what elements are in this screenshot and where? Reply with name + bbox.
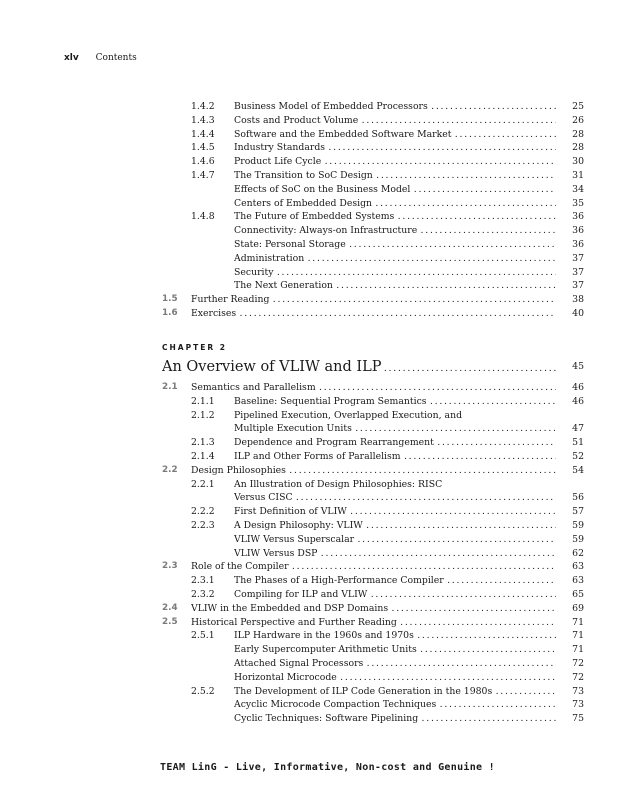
entry-title: The Next Generation . . . (234, 279, 556, 293)
entry-page: 71 (572, 644, 584, 656)
entry-title: Versus CISC . . . (234, 491, 556, 505)
entry-page: 37 (572, 266, 584, 278)
entry-page: 62 (572, 547, 584, 559)
entry-title: The Phases of a High-Performance Compiler . . . (234, 574, 556, 588)
entry-title: ILP and Other Forms of Parallelism . . . (234, 450, 556, 464)
entry-title: Semantics and Parallelism . . . (191, 381, 556, 395)
entry-page: 47 (572, 423, 584, 435)
entry-number: 1.6 (162, 308, 178, 318)
entry-title: State: Personal Storage . . . (234, 238, 556, 252)
running-header (64, 53, 137, 63)
entry-number: 2.2.3 (191, 520, 215, 531)
entry-title: Effects of SoC on the Business Model . . . (234, 183, 556, 197)
entry-page: 28 (572, 128, 584, 140)
entry-page: 57 (572, 506, 584, 518)
entry-page: 75 (572, 713, 584, 725)
entry-title: A Design Philosophy: VLIW . . . (234, 519, 556, 533)
entry-page: 28 (572, 142, 584, 154)
entry-number: 2.3.1 (191, 575, 215, 587)
entry-number: 2.1.3 (191, 437, 215, 449)
chapter-heading[interactable] (162, 357, 592, 377)
entry-title: VLIW Versus Superscalar . . . (234, 533, 556, 547)
entry-title: Compiling for ILP and VLIW . . . (234, 588, 556, 602)
entry-title: Pipelined Execution, Overlapped Execution, and (234, 409, 463, 421)
entry-page: 36 (572, 225, 584, 237)
entry-page: 52 (572, 451, 584, 462)
entry-number: 1.4.6 (191, 156, 215, 168)
entry-title: Industry Standards . . . (234, 141, 556, 155)
entry-number: 1.4.7 (191, 170, 215, 181)
entry-title: Early Supercomputer Arithmetic Units . . . (234, 643, 556, 657)
entry-page: 37 (572, 252, 584, 264)
entry-number: 2.2.2 (191, 506, 215, 518)
entry-page: 37 (572, 280, 584, 292)
page-number: xlv (64, 53, 79, 63)
entry-page: 40 (572, 308, 584, 319)
entry-page: 63 (572, 575, 584, 587)
entry-page: 26 (572, 114, 584, 126)
entry-number: 1.4.4 (191, 128, 215, 140)
entry-number: 1.5 (162, 294, 178, 305)
entry-title: VLIW Versus DSP . . . (234, 547, 556, 561)
entry-number: 2.2.1 (191, 478, 215, 490)
chapter-title: An Overview of VLIW and ILP . . . (162, 357, 556, 379)
entry-number: 2.1.2 (191, 409, 215, 421)
entry-title: VLIW in the Embedded and DSP Domains . . . (191, 602, 556, 616)
entry-title: Horizontal Microcode . . . (234, 671, 556, 685)
entry-title: Attached Signal Processors . . . (234, 657, 556, 671)
entry-page: 51 (572, 437, 584, 449)
entry-number: 1.4.2 (191, 101, 215, 112)
entry-page: 59 (572, 520, 584, 531)
entry-page: 72 (572, 658, 584, 669)
entry-number: 2.4 (162, 602, 178, 613)
entry-number: 2.5.1 (191, 630, 215, 642)
entry-title: The Transition to SoC Design . . . (234, 169, 556, 183)
entry-title: The Development of ILP Code Generation in the 1980s . . . (234, 685, 556, 699)
entry-title: Cyclic Techniques: Software Pipelining . . . (234, 712, 556, 726)
entry-page: 65 (572, 589, 584, 600)
entry-title: Acyclic Microcode Compaction Techniques . . . (234, 698, 556, 712)
entry-page: 36 (572, 239, 584, 250)
entry-page: 72 (572, 671, 584, 683)
entry-number: 2.1 (162, 382, 178, 392)
entry-title: First Definition of VLIW . . . (234, 505, 556, 519)
entry-number: 2.3.2 (191, 589, 215, 600)
entry-title: Administration . . . (234, 252, 556, 266)
entry-title: Baseline: Sequential Program Semantics . . . (234, 395, 556, 409)
entry-title: Further Reading . . . (191, 293, 556, 307)
entry-number: 1.4.5 (191, 142, 215, 154)
entry-number: 2.5 (162, 616, 178, 627)
entry-title: An Illustration of Design Philosophies: RISC (234, 478, 443, 490)
entry-title: Business Model of Embedded Processors . . . (234, 100, 556, 114)
entry-title: Multiple Execution Units . . . (234, 422, 556, 436)
entry-page: 35 (572, 197, 584, 209)
entry-page: 71 (572, 616, 584, 628)
entry-title: Connectivity: Always-on Infrastructure . . . (234, 224, 556, 238)
entry-page: 71 (572, 630, 584, 642)
entry-title: Role of the Compiler . . . (191, 560, 556, 574)
entry-page: 54 (572, 464, 584, 476)
entry-page: 73 (572, 685, 584, 697)
entry-page: 38 (572, 294, 584, 306)
entry-title: The Future of Embedded Systems . . . (234, 210, 556, 224)
entry-title: Exercises . . . (191, 307, 556, 321)
entry-title: Historical Perspective and Further Reading . . . (191, 616, 556, 630)
entry-title: Design Philosophies . . . (191, 464, 556, 478)
entry-number: 1.4.8 (191, 211, 215, 223)
entry-title: Centers of Embedded Design . . . (234, 197, 556, 211)
entry-title: ILP Hardware in the 1960s and 1970s . . . (234, 629, 556, 643)
entry-title: Dependence and Program Rearrangement . . . (234, 436, 556, 450)
entry-page: 36 (572, 211, 584, 223)
entry-title: Security . . . (234, 266, 556, 280)
entry-page: 69 (572, 602, 584, 614)
entry-page: 56 (572, 492, 584, 504)
entry-title: Product Life Cycle . . . (234, 155, 556, 169)
entry-number: 2.2 (162, 464, 178, 475)
footer-watermark: TEAM LinG - Live, Informative, Non-cost and Genuine ! (160, 762, 495, 773)
entry-number: 1.4.3 (191, 114, 215, 126)
entry-page: 46 (572, 382, 584, 393)
entry-number: 2.1.4 (191, 451, 215, 462)
entry-title: Costs and Product Volume . . . (234, 114, 556, 128)
entry-number: 2.3 (162, 561, 178, 572)
entry-page: 46 (572, 395, 584, 407)
chapter-label: CHAPTER 2 (162, 343, 227, 352)
entry-page: 73 (572, 699, 584, 711)
entry-number: 2.5.2 (191, 685, 215, 697)
entry-title: Software and the Embedded Software Market . . . (234, 128, 556, 142)
entry-page: 59 (572, 533, 584, 545)
entry-number: 2.1.1 (191, 395, 215, 407)
entry-page: 34 (572, 183, 584, 195)
running-title: Contents (95, 53, 137, 63)
entry-page: 30 (572, 156, 584, 168)
chapter-page: 45 (572, 361, 584, 372)
entry-page: 25 (572, 101, 584, 112)
entry-page: 63 (572, 561, 584, 573)
entry-page: 31 (572, 170, 584, 181)
